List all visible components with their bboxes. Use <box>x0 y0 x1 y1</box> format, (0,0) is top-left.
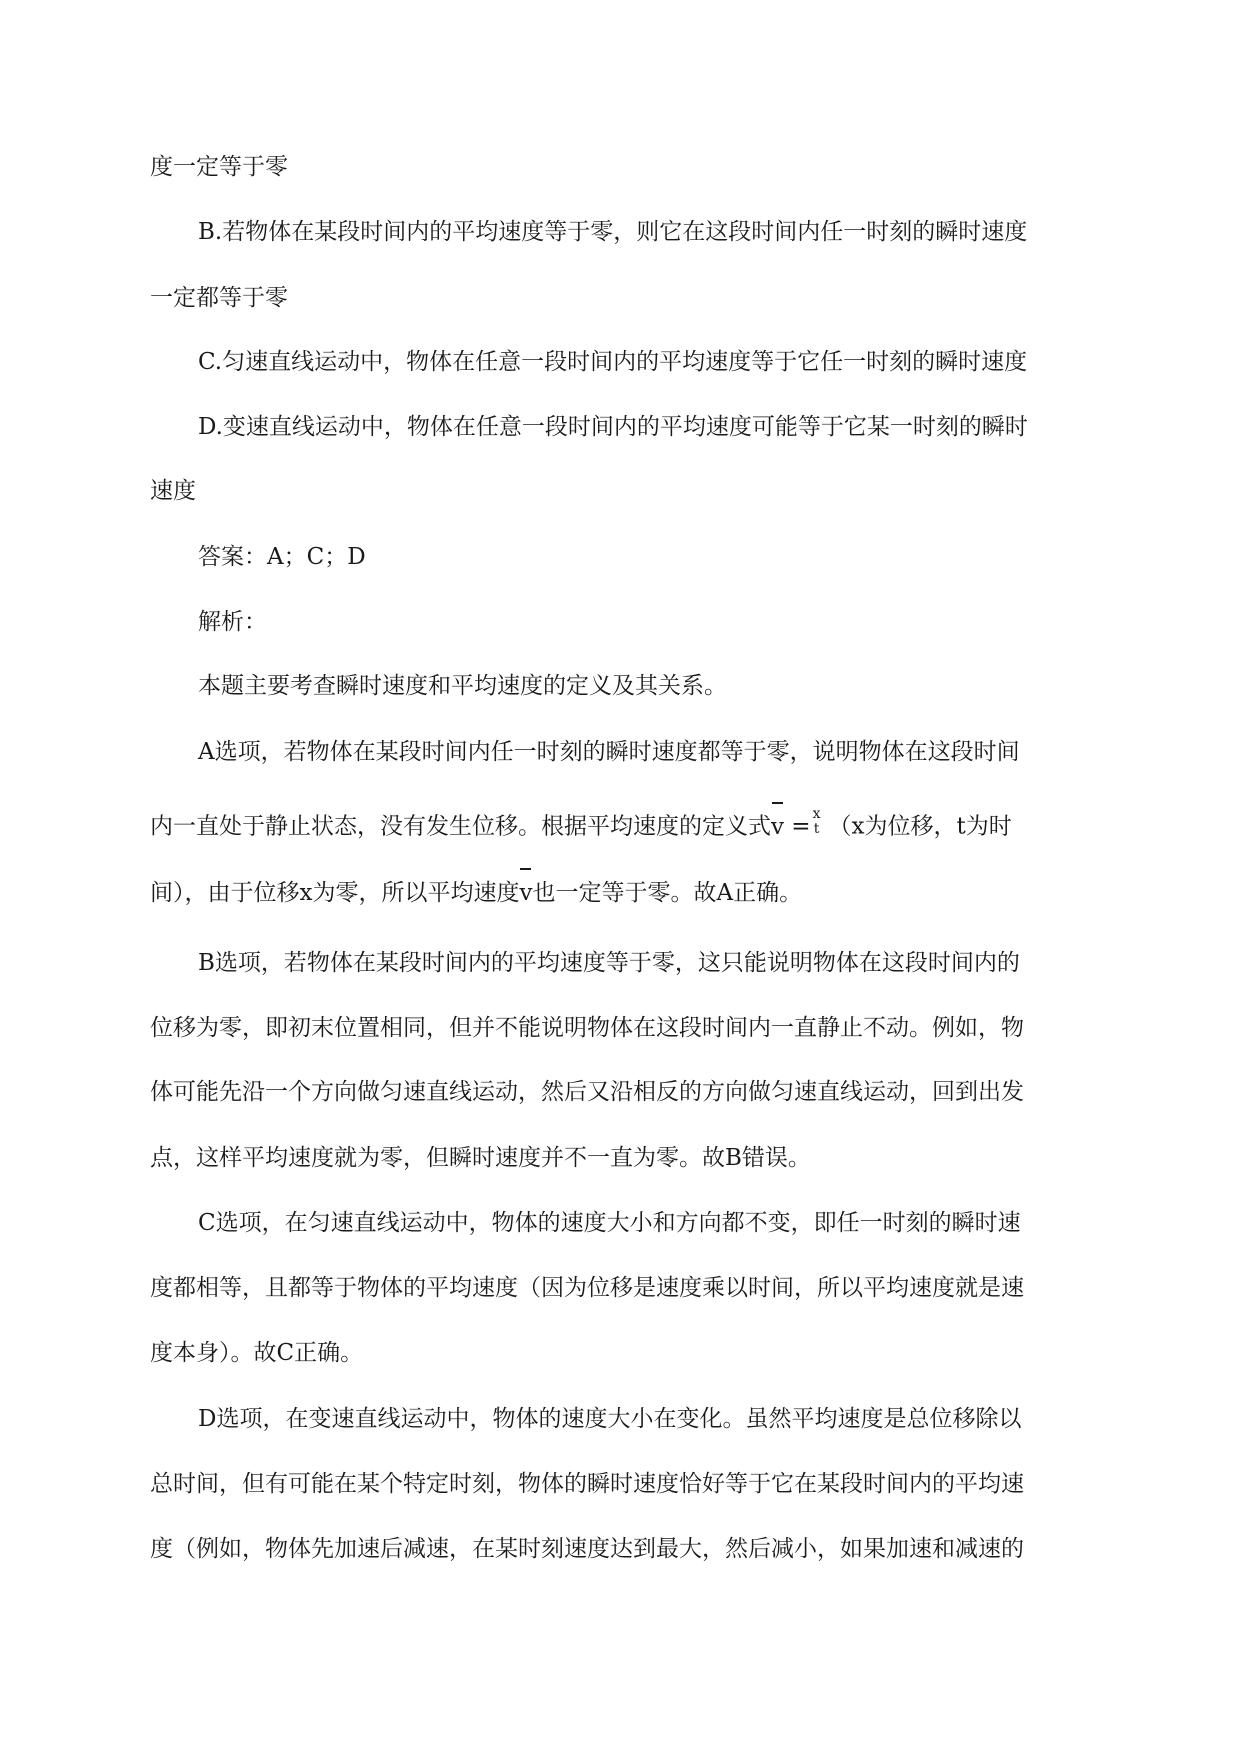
text-line: 位移为零，即初末位置相同，但并不能说明物体在这段时间内一直静止不动。例如，物 <box>150 1015 1024 1041</box>
text-line: 度本身）。故C正确。 <box>150 1340 364 1366</box>
analysis-a-text: A选项，若物体在某段时间内任一时刻的瞬时速度都等于零，说明物体在这段时间 <box>198 739 1020 765</box>
analysis-b-text: B选项，若物体在某段时间内的平均速度等于零，这只能说明物体在这段时间内的 <box>198 950 1020 976</box>
analysis-intro: 本题主要考查瞬时速度和平均速度的定义及其关系。 <box>198 673 727 699</box>
text-line: 总时间，但有可能在某个特定时刻，物体的瞬时速度恰好等于它在某段时间内的平均速 <box>150 1471 1024 1497</box>
text-segment: （x为位移，t为时 <box>828 813 1012 840</box>
option-d-text: D.变速直线运动中，物体在任意一段时间内的平均速度可能等于它某一时刻的瞬时 <box>198 414 1028 440</box>
text-line: 一定都等于零 <box>150 285 288 311</box>
v-bar-symbol: v <box>771 813 784 840</box>
text-line: 度都相等，且都等于物体的平均速度（因为位移是速度乘以时间，所以平均速度就是速 <box>150 1275 1024 1301</box>
analysis-c-text: C选项，在匀速直线运动中，物体的速度大小和方向都不变，即任一时刻的瞬时速 <box>198 1210 1021 1236</box>
fraction <box>813 807 821 836</box>
analysis-heading: 解析： <box>198 609 267 635</box>
fraction-numerator: x <box>812 806 821 822</box>
text-line: 度一定等于零 <box>150 154 288 180</box>
option-b-text: B.若物体在某段时间内的平均速度等于零，则它在这段时间内任一时刻的瞬时速度 <box>198 219 1028 245</box>
text-segment: 内一直处于静止状态，没有发生位移。根据平均速度的定义式 <box>150 813 771 840</box>
analysis-d-text: D选项，在变速直线运动中，物体的速度大小在变化。虽然平均速度是总位移除以 <box>198 1406 1022 1432</box>
text-segment: = <box>784 813 811 840</box>
formula-line <box>150 806 1012 842</box>
text-line: 速度 <box>150 478 196 504</box>
fraction-denominator: t <box>813 820 820 837</box>
answer-line: 答案：A；C；D <box>198 544 366 570</box>
text-line: 度（例如，物体先加速后减速，在某时刻速度达到最大，然后减小，如果加速和减速的 <box>150 1536 1024 1562</box>
text-line: 体可能先沿一个方向做匀速直线运动，然后又沿相反的方向做匀速直线运动，回到出发 <box>150 1079 1024 1105</box>
v-bar-symbol: v <box>519 880 533 906</box>
option-c-text: C.匀速直线运动中，物体在任意一段时间内的平均速度等于它任一时刻的瞬时速度 <box>198 349 1028 375</box>
text-line: 点，这样平均速度就为零，但瞬时速度并不一直为零。故B错误。 <box>150 1145 811 1171</box>
text-line: 间），由于位移x为零，所以平均速度v也一定等于零。故A正确。 <box>150 880 803 906</box>
